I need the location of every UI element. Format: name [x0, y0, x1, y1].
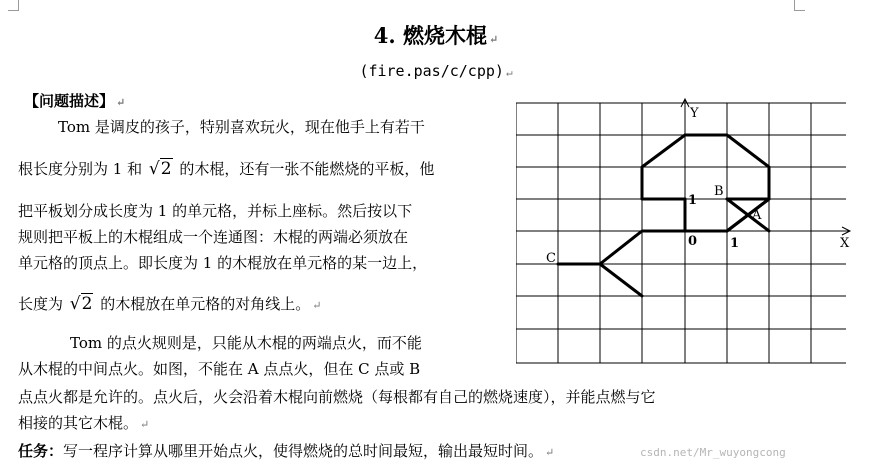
paragraph2-line1: Tom 的点火规则是，只能从木棍的两端点火，而不能 [70, 334, 422, 352]
paragraph1-line5: 单元格的顶点上。即长度为 1 的木棍放在单元格的某一边上， [18, 254, 428, 272]
page-corner-mark-left [8, 0, 19, 11]
page-corner-mark-right [794, 0, 805, 11]
paragraph2-line2: 从木棍的中间点火。如图，不能在 A 点点火，但在 C 点或 B [18, 360, 421, 378]
paragraph1-line3: 把平板划分成长度为 1 的单元格，并标上座标。然后按以下 [18, 202, 413, 220]
stick-diagonal-lower [600, 264, 642, 296]
paragraph2-line4: 相接的其它木棍。 ↵ [18, 414, 150, 432]
x-tick-label: 1 [730, 236, 740, 251]
problem-title: 4. 燃烧木棍 ↵ [373, 23, 499, 48]
paragraph1-line4: 规则把平板上的木棍组成一个连通图：木棍的两端必须放在 [18, 228, 409, 246]
point-a-label: A [752, 208, 762, 223]
paragraph2-line3: 点点火都是允许的。点火后，火会沿着木棍向前燃烧（每根都有自己的燃烧速度），并能点燃与它 [18, 388, 656, 406]
sqrt-two-2: √2 [69, 294, 93, 314]
sqrt-two: √2 [148, 159, 172, 179]
y-axis-label: Y [690, 106, 699, 121]
file-names: (fire.pas/c/cpp) ↵ [359, 62, 513, 80]
grid-lines [516, 103, 846, 363]
paragraph1-line2: 根长度分别为 1 和 √2 的木棍，还有一张不能燃烧的平板，他 [18, 159, 435, 179]
point-c-label: C [546, 251, 556, 266]
paragraph1-line6: 长度为 √2 的木棍放在单元格的对角线上。 ↵ [18, 294, 322, 314]
stick-grid-figure [516, 97, 856, 369]
paragraph1-line1: Tom 是调皮的孩子，特别喜欢玩火，现在他手上有若干 [58, 118, 425, 136]
section-heading: 【问题描述】 ↵ [24, 92, 126, 110]
task-statement: 任务：写一程序计算从哪里开始点火，使得燃烧的总时间最短，输出最短时间。 ↵ [18, 442, 555, 460]
watermark: csdn.net/Mr_wuyongcong [640, 446, 786, 459]
x-axis-label: X [840, 236, 850, 251]
y-tick-label: 1 [688, 193, 698, 208]
origin-label: 0 [688, 234, 698, 249]
sticks [558, 135, 769, 296]
point-b-label: B [714, 184, 724, 199]
